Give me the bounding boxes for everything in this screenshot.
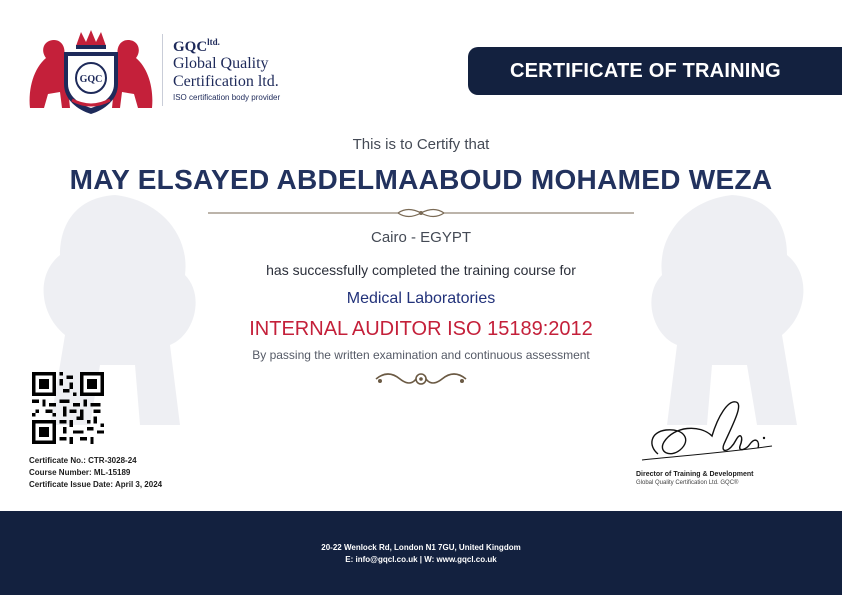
director-signature bbox=[640, 396, 776, 470]
issue-date: Certificate Issue Date: April 3, 2024 bbox=[29, 480, 163, 489]
certificate-number: Certificate No.: CTR-3028-24 bbox=[29, 456, 137, 465]
footer bbox=[0, 511, 842, 595]
certificate-info bbox=[29, 455, 162, 491]
course-number: Course Number: ML-15189 bbox=[29, 468, 131, 477]
ornamental-divider bbox=[208, 206, 634, 220]
brand-name-line2: Certification ltd. bbox=[173, 73, 279, 90]
course-field: Medical Laboratories bbox=[346, 290, 496, 307]
signatory-title: Director of Training & Development bbox=[636, 471, 754, 478]
footer-address: 20-22 Wenlock Rd, London N1 7GU, United Kingdom bbox=[321, 543, 521, 552]
footer-contact: E: info@gqcl.co.uk | W: www.gqcl.co.uk bbox=[345, 555, 497, 564]
gqc-crest-logo bbox=[26, 28, 156, 116]
certify-line: This is to Certify that bbox=[352, 136, 490, 153]
recipient-name: MAY ELSAYED ABDELMAABOUD MOHAMED WEZA bbox=[69, 164, 773, 195]
brand-abbreviation: $GQC^{ltd.}$ bbox=[173, 37, 220, 55]
crest-monogram: GQC bbox=[79, 74, 103, 85]
brand-sup: ltd. bbox=[207, 37, 220, 47]
course-title: INTERNAL AUDITOR ISO 15189:2012 bbox=[249, 318, 593, 340]
brand-block bbox=[162, 34, 280, 106]
certificate-title: CERTIFICATE OF TRAINING bbox=[468, 47, 842, 95]
qr-code bbox=[32, 372, 104, 444]
completion-line: has successfully completed the training course for bbox=[266, 262, 576, 278]
brand-tagline: ISO certification body provider bbox=[173, 93, 281, 102]
assessment-line: By passing the written examination and continuous assessment bbox=[252, 348, 590, 362]
flourish-ornament-icon bbox=[372, 367, 470, 391]
recipient-location: Cairo - EGYPT bbox=[370, 229, 472, 246]
brand-name-line1: Global Quality bbox=[173, 55, 269, 72]
signatory-organization: Global Quality Certification Ltd. GQC® bbox=[636, 480, 739, 486]
